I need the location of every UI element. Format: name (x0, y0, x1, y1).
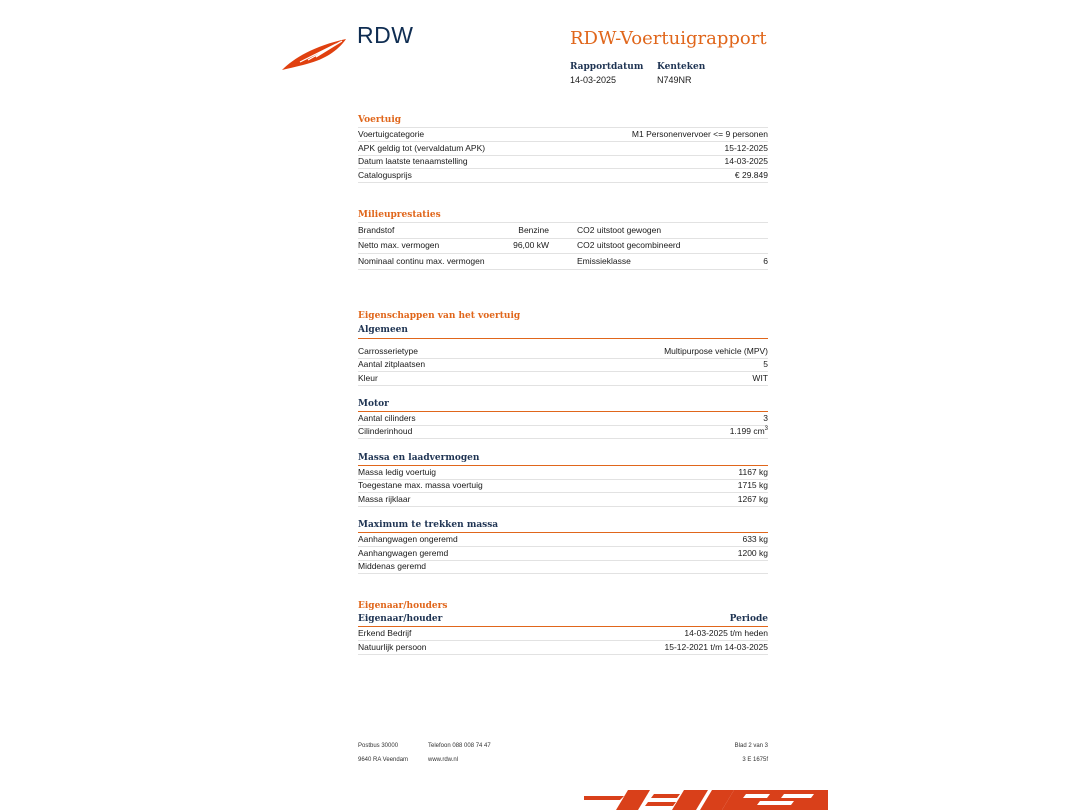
report-date: 14-03-2025 (570, 75, 617, 85)
table-row (358, 155, 768, 169)
row-label: Netto max. vermogen (358, 240, 440, 250)
row-label: Voertuigcategorie (358, 129, 425, 139)
table-row (358, 641, 768, 655)
footer-address: 9640 RA Veendam (358, 757, 409, 763)
row-value: WIT (752, 373, 768, 383)
table-row (358, 479, 768, 493)
table-row (358, 560, 768, 574)
footer-page: Blad 2 van 3 (734, 743, 768, 749)
row-value: € 29.849 (734, 170, 768, 180)
row-value: 15-12-2021 t/m 14-03-2025 (664, 642, 768, 652)
row-value: 14-03-2025 (724, 156, 768, 166)
plate-label: Kenteken (657, 62, 706, 72)
table-row (358, 345, 768, 359)
row-label: Middenas geremd (358, 561, 427, 571)
row-label: CO2 uitstoot gecombineerd (577, 240, 681, 250)
row-value: 15-12-2025 (724, 143, 768, 153)
footer-phone: Telefoon 088 008 74 47 (428, 743, 491, 749)
row-value: M1 Personenvervoer <= 9 personen (631, 129, 768, 139)
row-label: Aanhangwagen geremd (358, 548, 449, 558)
report-date-label: Rapportdatum (570, 62, 644, 72)
table-row (358, 547, 768, 561)
row-label: Kleur (358, 373, 378, 383)
logo-text: RDW (357, 22, 414, 48)
table-row (358, 372, 768, 386)
row-label: Massa ledig voertuig (358, 467, 436, 477)
table-row (358, 533, 768, 547)
row-value: 633 kg (742, 534, 768, 544)
footer-web: www.rdw.nl (428, 757, 459, 763)
superscript: 3 (764, 426, 768, 433)
rdw-feather-logo-icon (280, 36, 350, 72)
row-label: APK geldig tot (vervaldatum APK) (358, 143, 486, 153)
table-row (358, 169, 768, 183)
table-row (358, 627, 768, 641)
table-row (358, 254, 768, 270)
table-row (358, 358, 768, 372)
row-value: 1200 kg (737, 548, 768, 558)
row-value: Benzine (518, 225, 549, 235)
subsection-motor-title: Motor (358, 399, 389, 409)
row-label: Toegestane max. massa voertuig (358, 480, 483, 490)
row-label: Aantal zitplaatsen (358, 359, 426, 369)
section-eigenschappen-title: Eigenschappen van het voertuig (358, 311, 521, 321)
table-row (358, 412, 768, 426)
table-row (358, 425, 768, 439)
row-label: Aantal cilinders (358, 413, 416, 423)
section-voertuig-title: Voertuig (358, 115, 402, 125)
row-label: Emissieklasse (577, 256, 631, 266)
row-label: Erkend Bedrijf (358, 628, 412, 638)
section-divider (358, 338, 768, 339)
column-header-owner: Eigenaar/houder (358, 614, 443, 624)
table-row (358, 142, 768, 156)
row-label: Natuurlijk persoon (358, 642, 427, 652)
column-header-period: Periode (729, 614, 768, 624)
section-milieu-title: Milieuprestaties (358, 210, 441, 220)
subsection-massa-title: Massa en laadvermogen (358, 453, 480, 463)
row-value: Multipurpose vehicle (MPV) (664, 346, 768, 356)
table-row (358, 238, 768, 254)
row-label: CO2 uitstoot gewogen (577, 225, 662, 235)
row-value: 3 (763, 413, 768, 423)
row-value: 14-03-2025 t/m heden (684, 628, 768, 638)
row-label: Cilinderinhoud (358, 426, 413, 436)
row-label: Carrosserietype (358, 346, 418, 356)
row-value: 96,00 kW (513, 240, 549, 250)
report-title: RDW-Voertuigrapport (570, 28, 767, 49)
table-row (358, 128, 768, 142)
row-value: 1167 kg (738, 467, 768, 477)
row-label: Datum laatste tenaamstelling (358, 156, 468, 166)
table-row (358, 223, 768, 239)
table-row (358, 466, 768, 480)
footer-postbus: Postbus 30000 (358, 743, 399, 749)
footer-code: 3 E 1675f (742, 757, 768, 763)
rdw-stripes-decoration-icon (584, 788, 828, 810)
row-value-container (730, 426, 768, 436)
subsection-trekken-title: Maximum te trekken massa (358, 520, 499, 530)
row-value: 5 (763, 359, 768, 369)
subsection-algemeen-title: Algemeen (358, 325, 408, 335)
row-label: Catalogusprijs (358, 170, 412, 180)
plate-value: N749NR (657, 75, 692, 85)
row-label: Nominaal continu max. vermogen (358, 256, 485, 266)
row-label: Massa rijklaar (358, 494, 411, 504)
row-value: 1.199 cm (729, 426, 765, 436)
row-value: 1267 kg (737, 494, 768, 504)
row-value: 1715 kg (737, 480, 768, 490)
section-eigenaar-title: Eigenaar/houders (358, 601, 448, 611)
table-row (358, 493, 768, 507)
row-value: 6 (763, 256, 768, 266)
row-label: Brandstof (358, 225, 395, 235)
row-label: Aanhangwagen ongeremd (358, 534, 458, 544)
